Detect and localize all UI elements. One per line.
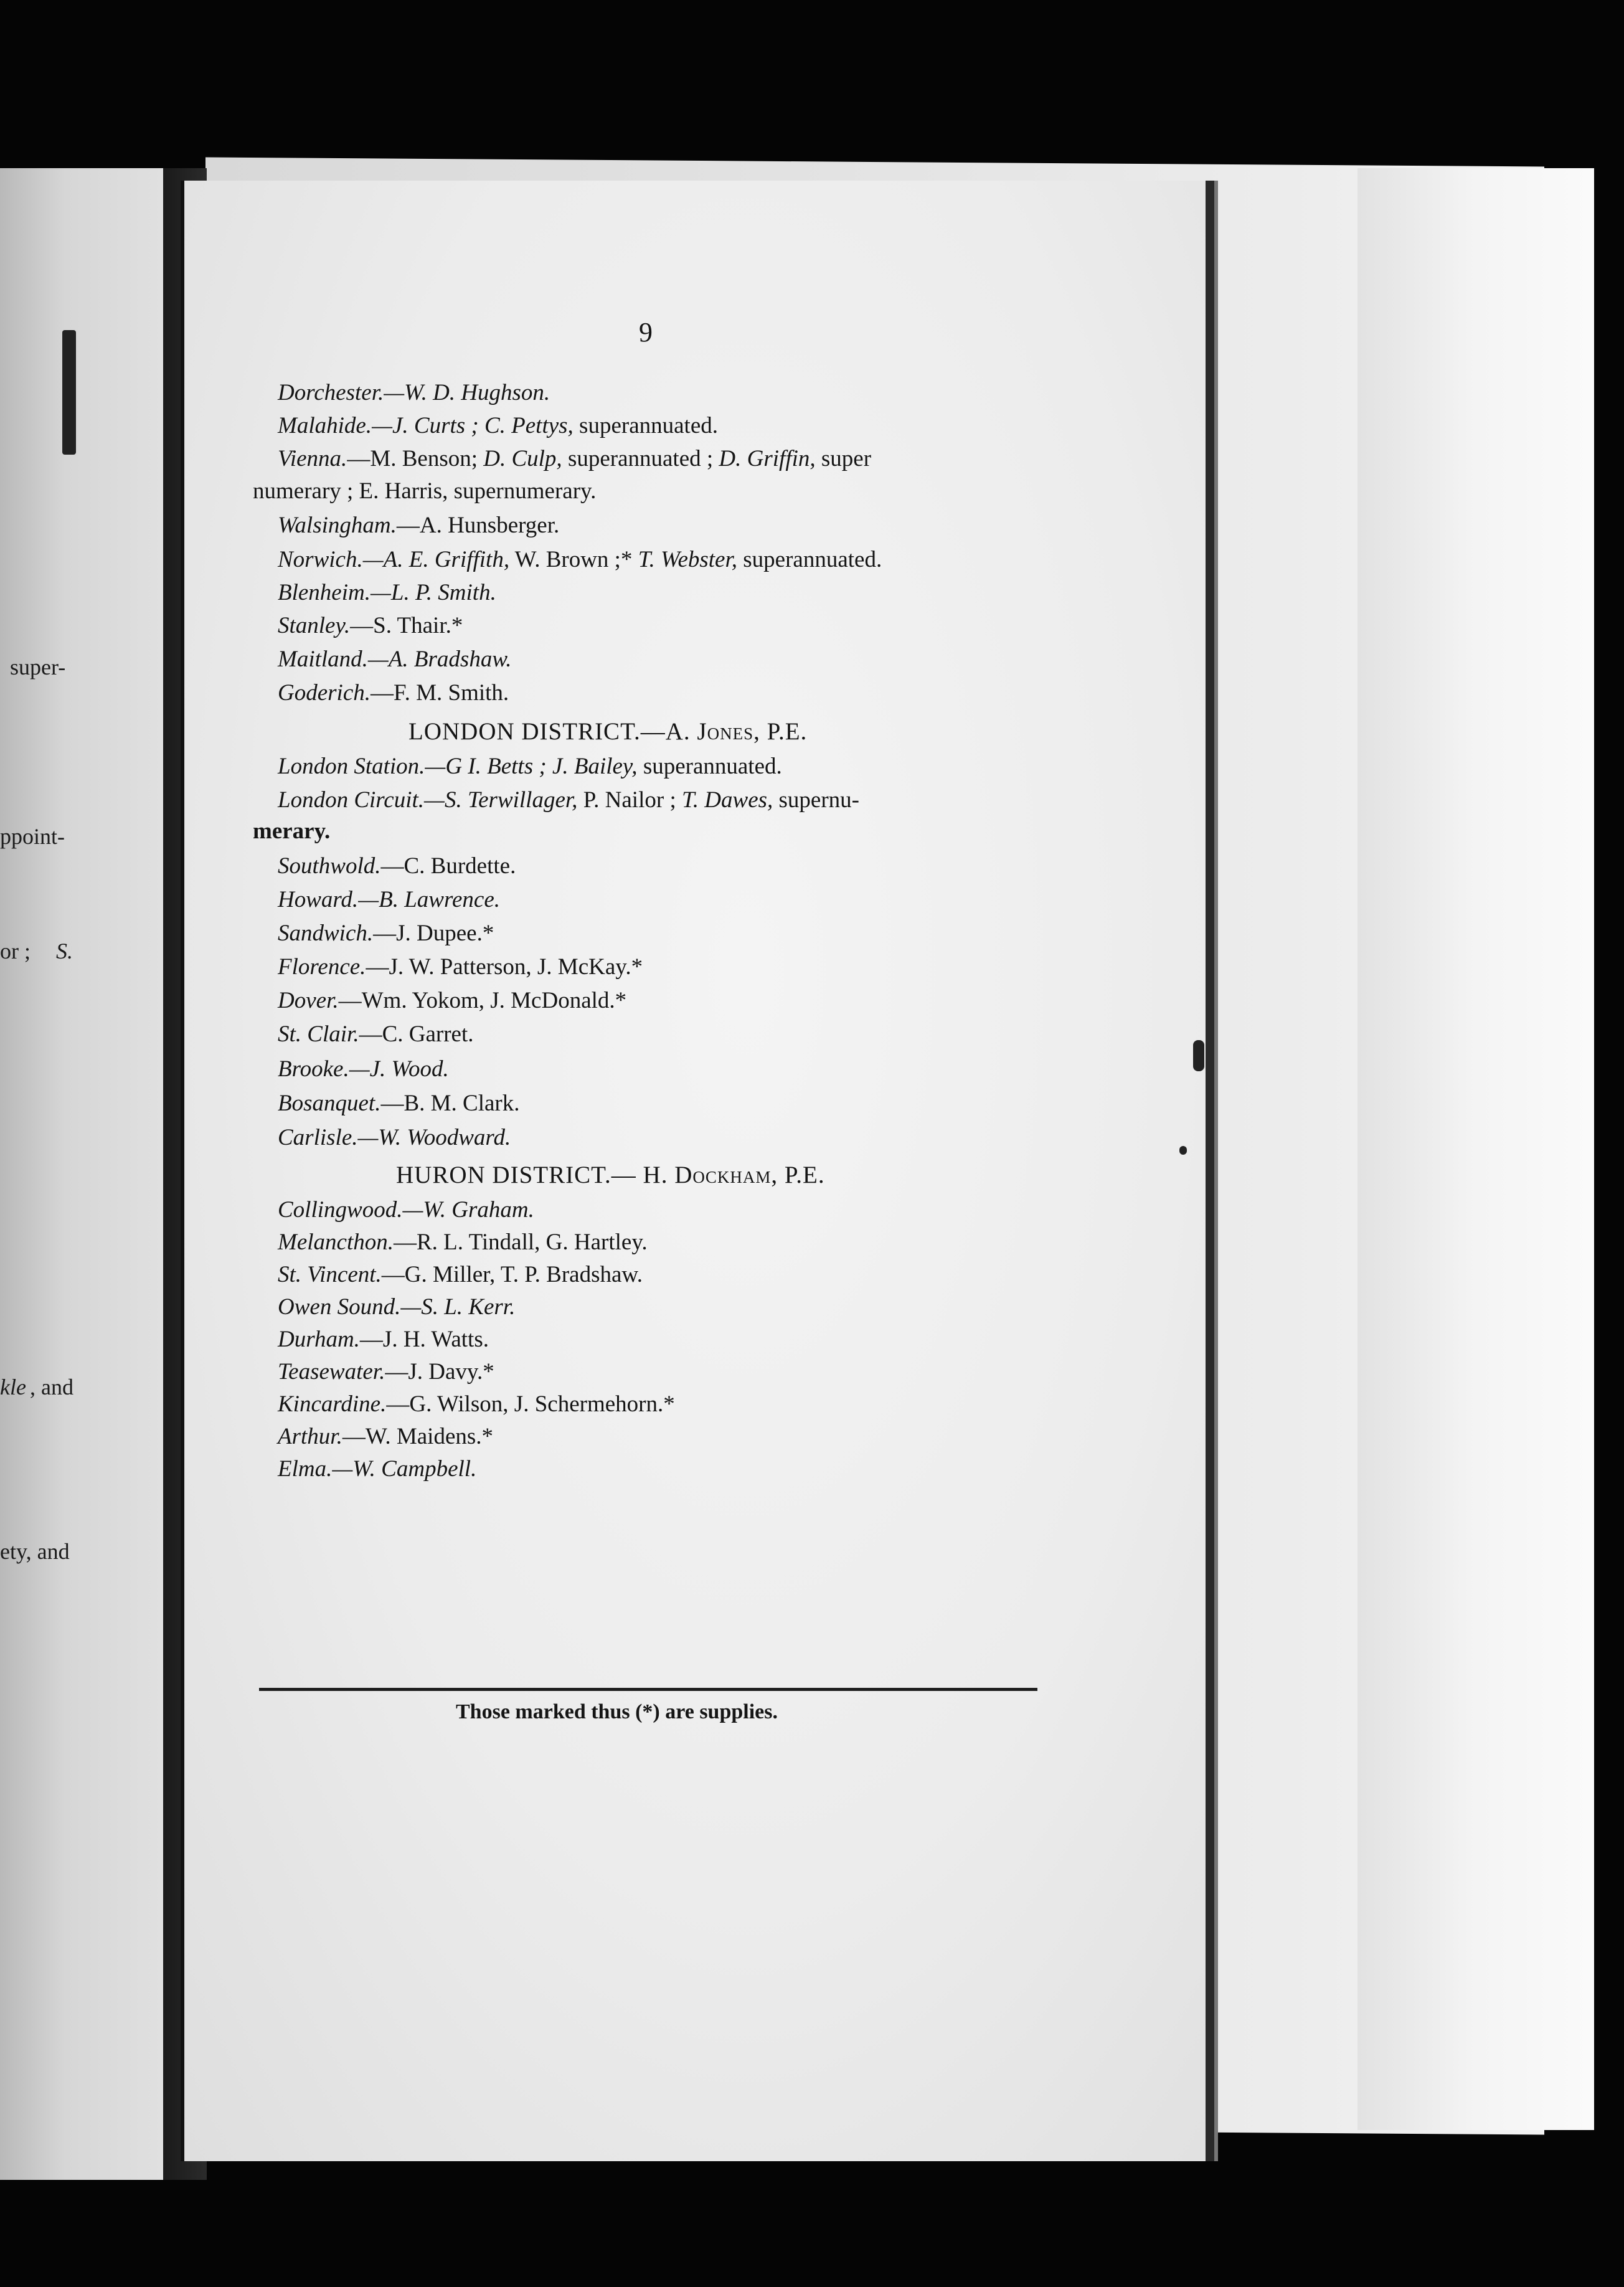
appointment-line: Howard.—B. Lawrence. <box>278 887 500 912</box>
left-fragment: or ; <box>0 939 31 964</box>
appointment-line: Dover.—Wm. Yokom, J. McDonald.* <box>278 988 627 1013</box>
appointment-line: London Station.—G I. Betts ; J. Bailey, superannuated. <box>278 754 782 779</box>
appointment-line: Durham.—J. H. Watts. <box>278 1327 489 1352</box>
appointment-line: Carlisle.—W. Woodward. <box>278 1125 511 1150</box>
appointment-line: St. Clair.—C. Garret. <box>278 1021 474 1047</box>
appointment-line: Malahide.—J. Curts ; C. Pettys, superannuated. <box>278 413 718 438</box>
page-number: 9 <box>639 317 653 348</box>
appointment-line: Norwich.—A. E. Griffith, W. Brown ;* T. Webster, superannuated. <box>278 547 882 572</box>
appointment-line: Elma.—W. Campbell. <box>278 1456 477 1482</box>
left-fragment: super- <box>10 655 66 679</box>
appointment-line: Brooke.—J. Wood. <box>278 1056 449 1082</box>
appointment-line: Southwold.—C. Burdette. <box>278 853 516 879</box>
appointment-line: St. Vincent.—G. Miller, T. P. Bradshaw. <box>278 1262 643 1287</box>
ink-blot <box>1193 1040 1204 1071</box>
appointment-line: Melancthon.—R. L. Tindall, G. Hartley. <box>278 1229 648 1255</box>
right-margin-sheet <box>1357 168 1594 2130</box>
footnote-rule <box>259 1688 1037 1691</box>
appointment-line: Vienna.—M. Benson; D. Culp, superannuated ; D. Griffin, super <box>278 446 872 471</box>
left-page-fragment <box>0 168 163 2180</box>
appointment-line: Kincardine.—G. Wilson, J. Schermehorn.* <box>278 1391 675 1417</box>
district-heading: LONDON DISTRICT.—A. Jones, P.E. <box>408 718 808 745</box>
appointment-line: London Circuit.—S. Terwillager, P. Nailor ; T. Dawes, supernu- <box>278 787 859 813</box>
appointment-line: Collingwood.—W. Graham. <box>278 1197 534 1223</box>
document-page <box>181 181 1214 2161</box>
appointment-line: Owen Sound.—S. L. Kerr. <box>278 1294 516 1320</box>
appointment-line: Teasewater.—J. Davy.* <box>278 1359 494 1385</box>
appointment-line: Walsingham.—A. Hunsberger. <box>278 513 560 538</box>
ink-dot <box>1179 1146 1187 1155</box>
left-fragment: S. <box>56 939 73 964</box>
district-heading: HURON DISTRICT.— H. Dockham, P.E. <box>396 1162 825 1188</box>
appointment-line: Maitland.—A. Bradshaw. <box>278 646 512 672</box>
appointment-line: Sandwich.—J. Dupee.* <box>278 921 494 946</box>
appointment-line: Florence.—J. W. Patterson, J. McKay.* <box>278 954 643 980</box>
appointment-line: Bosanquet.—B. M. Clark. <box>278 1091 520 1116</box>
left-fragment: kle <box>0 1375 26 1399</box>
appointment-line-continuation: merary. <box>253 818 331 844</box>
left-fragment: , and <box>30 1375 73 1399</box>
left-fragment: ety, and <box>0 1539 70 1564</box>
appointment-line: Blenheim.—L. P. Smith. <box>278 580 496 605</box>
appointment-line: Dorchester.—W. D. Hughson. <box>278 380 550 405</box>
appointment-line-continuation: numerary ; E. Harris, supernumerary. <box>253 478 597 504</box>
left-fragment: ppoint- <box>0 824 65 849</box>
appointment-line: Stanley.—S. Thair.* <box>278 613 463 638</box>
footnote: Those marked thus (*) are supplies. <box>456 1700 778 1723</box>
ink-blot <box>62 330 76 455</box>
appointment-line: Arthur.—W. Maidens.* <box>278 1424 494 1449</box>
appointment-line: Goderich.—F. M. Smith. <box>278 680 509 706</box>
